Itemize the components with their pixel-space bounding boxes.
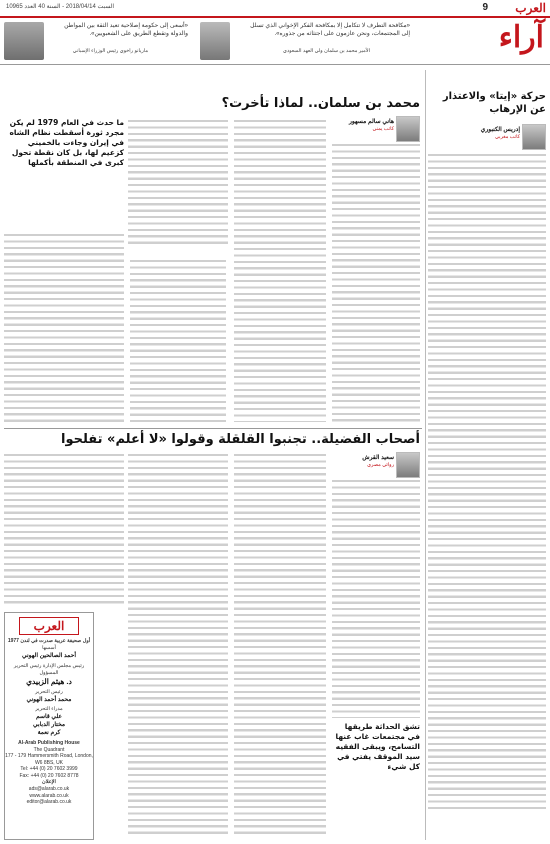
- pull-quote-1: ما حدث في العام 1979 لم يكن مجرد ثورة أسقطت نظام الشاه في إيران وجاءت بالخميني كزعيم لها، بل كان نقطة تحول كبرى في المنطقة بأكملها: [9, 118, 124, 167]
- second-body-col-4: [4, 452, 124, 606]
- main-body-col-1: [332, 142, 420, 422]
- main-article-author: هاني سالم مسهور: [348, 119, 394, 125]
- column-divider: [425, 70, 426, 840]
- staff-name: كرم نعمة: [37, 730, 61, 736]
- pull-quote-2: تشق الحداثة طريقها في مجتمعات غاب عنها التسامح، ويبقى الفقيه سيد الموقف يفتي في كل شيء: [335, 722, 420, 771]
- staff-name: مختار الدبابي: [32, 722, 66, 728]
- section-title: آراء: [498, 20, 544, 55]
- editor-email[interactable]: editor@alarab.co.uk: [26, 799, 72, 805]
- top-bar: [0, 0, 550, 18]
- founder-name: أحمد الصالحين الهوني: [22, 653, 76, 659]
- main-article-role: كاتب يمني: [372, 126, 394, 132]
- masthead-logo: العرب: [19, 617, 79, 635]
- right-article-body: [428, 152, 546, 812]
- website[interactable]: www.alarab.co.uk: [29, 792, 69, 799]
- second-author-photo: [396, 452, 420, 478]
- page-number: 9: [482, 2, 488, 13]
- office: The Quadrant: [33, 746, 65, 753]
- issue-meta: السبت 2018/04/14 - السنة 40 العدد 10965: [6, 4, 115, 10]
- staff-name: علي قاسم: [36, 714, 62, 720]
- ads-email[interactable]: ads@alarab.co.uk: [28, 786, 70, 792]
- second-article-role: روائي مصري: [367, 462, 394, 468]
- main-body-col-3b: [130, 258, 226, 422]
- right-author-photo: [522, 124, 546, 150]
- second-article-author: سعيد القرش: [362, 455, 394, 461]
- fax: Fax: +44 (0) 20 7602 8778: [19, 772, 79, 779]
- right-article-headline: حركة «إيتا» والاعتذار عن الإرهاب: [442, 91, 546, 115]
- right-article-role: كاتب مغربي: [494, 134, 520, 140]
- main-author-photo: [396, 116, 420, 142]
- quote-mbs: «مكافحة التطرف لا تتكامل إلا بمكافحة الفكر الإخواني الذي تسلل إلى المجتمعات، ونحن عازمون على اجتثاثه من جذوره».: [250, 23, 410, 37]
- masthead-tagline: أول صحيفة عربية صدرت في لندن 1977: [7, 638, 91, 644]
- editor-name: محمد أحمد الهوني: [26, 697, 72, 703]
- ads-label: الإعلان: [42, 779, 56, 785]
- right-article-author: إدريس الكنبوري: [480, 127, 520, 133]
- chairman-name: د. هيثم الزبيدي: [26, 677, 72, 686]
- editor-label: رئيس التحرير: [35, 689, 63, 695]
- chairman-label: رئيس مجلس الإدارة رئيس التحرير المسؤول: [13, 663, 85, 676]
- second-body-col-1: [332, 478, 420, 718]
- publisher: Al-Arab Publishing House: [18, 740, 80, 746]
- quote-rajoy: «أسعى إلى حكومة إصلاحية تعيد الثقة بين المواطن والدولة وتقطع الطريق على الشعبويين».: [64, 23, 188, 37]
- founder-label: أسسها: [42, 645, 56, 651]
- second-article-headline: أصحاب الفضيلة.. تجنبوا القلقلة وقولوا «لا أعلم» تفلحوا: [61, 432, 420, 447]
- quote-mbs-caption: الأمير محمد بن سلمان ولي العهد السعودي: [283, 48, 370, 54]
- quote-rajoy-caption: ماريانو راخوي رئيس الوزراء الإسباني: [72, 48, 148, 54]
- mbs-photo: [200, 22, 230, 60]
- main-body-col-3: [128, 118, 228, 248]
- tel: Tel: +44 (0) 20 7602 3999: [20, 766, 78, 772]
- main-body-col-2: [234, 118, 326, 422]
- second-body-col-2: [234, 452, 326, 838]
- masthead-box: [4, 612, 94, 840]
- staff-label: مدراء التحرير: [35, 706, 63, 712]
- second-body-col-3: [128, 452, 228, 838]
- main-article-headline: محمد بن سلمان.. لماذا تأخرت؟: [221, 96, 420, 111]
- address: 177 - 179 Hammersmith Road, London, W6 8BS, UK: [5, 753, 93, 766]
- section-divider: [4, 428, 422, 429]
- main-body-col-4: [4, 232, 124, 422]
- masthead-logo-small: العرب: [515, 1, 546, 15]
- rajoy-photo: [4, 22, 44, 60]
